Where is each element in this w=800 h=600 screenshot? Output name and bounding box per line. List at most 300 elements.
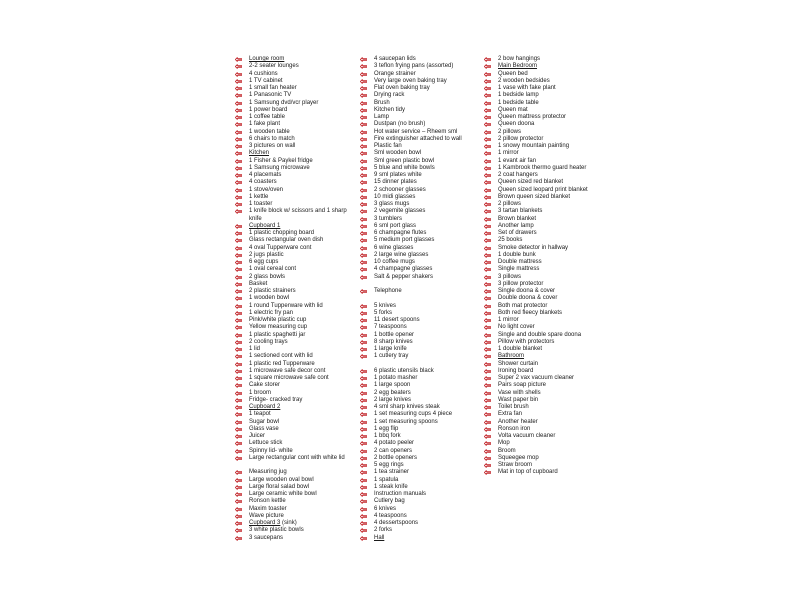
list-item: [360, 63, 482, 70]
list-item: [360, 404, 482, 411]
check-pointer-icon: [484, 144, 491, 149]
list-item-text: Sml wooden bowl: [374, 150, 422, 157]
check-pointer-icon: [360, 521, 367, 526]
list-item-text: Brown queen sized blanket: [498, 193, 571, 200]
check-pointer-icon: [360, 231, 367, 236]
list-item: [360, 397, 482, 404]
list-item-text: 1 kettle: [249, 193, 269, 200]
list-item: [484, 411, 608, 418]
list-item: [235, 324, 353, 331]
list-item: [484, 469, 608, 476]
check-pointer-icon: [484, 86, 491, 91]
check-pointer-icon: [484, 159, 491, 164]
list-item-text: Bathroom: [498, 353, 525, 360]
check-pointer-icon: [484, 282, 491, 287]
list-item: [484, 165, 608, 172]
check-pointer-icon: [484, 296, 491, 301]
list-item-text: Queen sized leopard print blanket: [498, 186, 588, 193]
list-item-text: 1 mirror: [498, 317, 519, 323]
list-item: [235, 455, 353, 470]
list-spacer: [360, 281, 482, 288]
list-item-text: Fridge- cracked tray: [249, 396, 303, 403]
list-item-text: 15 dinner plates: [374, 179, 417, 186]
list-item-text: 2 pillows: [498, 128, 522, 135]
check-pointer-icon: [484, 224, 491, 229]
list-item-text: Large ceramic white bowl: [249, 491, 317, 497]
list-item: [484, 419, 608, 426]
list-item: [235, 332, 353, 339]
list-item: [484, 92, 608, 99]
check-pointer-icon: [484, 180, 491, 185]
list-item-text: 1 oval cereal cont: [249, 266, 297, 273]
list-item: [484, 426, 608, 433]
list-item: [484, 179, 608, 186]
section-heading: [235, 404, 353, 411]
list-item-text: 6 knives: [374, 505, 397, 512]
check-pointer-icon: [484, 347, 491, 352]
list-item-text: Salt & pepper shakers: [374, 273, 434, 280]
check-pointer-icon: [360, 122, 367, 127]
list-item-text: Measuring jug: [249, 469, 287, 476]
list-item: [484, 121, 608, 128]
check-pointer-icon: [360, 318, 367, 323]
list-item-text: Basket: [249, 280, 268, 287]
list-item-text: 2 coat hangers: [498, 172, 538, 178]
list-item: [360, 136, 482, 143]
list-item-text: 4 cushions: [249, 70, 278, 77]
list-item: [235, 245, 353, 252]
list-item-text: 1 sectioned cont with lid: [249, 353, 313, 360]
check-pointer-icon: [235, 325, 242, 330]
list-item-text: 2 large wine glasses: [374, 251, 429, 258]
check-pointer-icon: [360, 456, 367, 461]
list-item: [360, 237, 482, 244]
list-item-text: Cupboard 1: [249, 222, 281, 229]
list-item: [360, 129, 482, 136]
check-pointer-icon: [235, 246, 242, 251]
list-item: [360, 216, 482, 223]
list-item-text: 25 books: [498, 237, 523, 244]
check-pointer-icon: [484, 72, 491, 77]
check-pointer-icon: [484, 304, 491, 309]
list-item-text: 2 forks: [374, 527, 393, 534]
list-item-text: 1 plastic red Tupperware: [249, 360, 315, 367]
list-item-text: 2 bottle openers: [374, 454, 418, 461]
list-item: [235, 513, 353, 520]
list-item-text: 1 knife block w/ scissors and 1 sharp knife: [249, 208, 347, 222]
check-pointer-icon: [360, 115, 367, 120]
list-item-text: 5 forks: [374, 309, 393, 316]
list-item-text: Vase with shells: [498, 389, 541, 396]
list-item-text: Single and double spare doona: [498, 331, 582, 338]
check-pointer-icon: [484, 340, 491, 345]
list-item: [235, 129, 353, 136]
check-pointer-icon: [484, 166, 491, 171]
list-item: [235, 339, 353, 346]
check-pointer-icon: [235, 427, 242, 432]
list-item-text: 2 cooling trays: [249, 338, 288, 345]
check-pointer-icon: [360, 325, 367, 330]
list-item-text: 6 plastic utensils black: [374, 367, 434, 374]
list-item: [484, 252, 608, 259]
list-item: [484, 230, 608, 237]
list-item-text: Both red fleecy blankets: [498, 309, 563, 316]
list-item: [360, 455, 482, 462]
list-item: [484, 237, 608, 244]
list-item: [360, 498, 482, 505]
list-item-text: 1 electric fry pan: [249, 309, 294, 316]
check-pointer-icon: [235, 521, 242, 526]
list-item-text: 2 vegemite glasses: [374, 208, 426, 215]
check-pointer-icon: [360, 224, 367, 229]
check-pointer-icon: [360, 260, 367, 265]
list-item: [235, 201, 353, 208]
list-item-text: 10 coffee mugs: [374, 259, 415, 265]
check-pointer-icon: [360, 536, 367, 541]
check-pointer-icon: [235, 289, 242, 294]
check-pointer-icon: [235, 72, 242, 77]
list-item-text: 1 large spoon: [374, 382, 411, 389]
inventory-column-1: [235, 56, 353, 542]
list-item: [235, 165, 353, 172]
list-item-text: Another heater: [498, 418, 538, 425]
list-item-text: Lettuce stick: [249, 440, 283, 447]
list-item: [235, 390, 353, 397]
check-pointer-icon: [484, 79, 491, 84]
check-pointer-icon: [484, 209, 491, 214]
list-item-text: 3 teflon frying pans (assorted): [374, 63, 454, 70]
list-item: [484, 78, 608, 85]
list-item-text: Broom: [498, 447, 516, 454]
list-item-text: 1 bottle opener: [374, 331, 415, 338]
section-heading: [235, 223, 353, 230]
list-item: [360, 187, 482, 194]
list-item-text: 1 microwave safe decor cont: [249, 367, 326, 374]
list-item-text: 1 plastic spaghetti jar: [249, 331, 306, 338]
list-item-text: Brush: [374, 99, 390, 106]
check-pointer-icon: [360, 238, 367, 243]
list-item: [484, 288, 608, 295]
check-pointer-icon: [235, 333, 242, 338]
list-item-text: Cupboard 2: [249, 404, 281, 410]
list-item: [235, 281, 353, 288]
list-item-text: 1 round Tupperware with lid: [249, 302, 323, 309]
check-pointer-icon: [484, 427, 491, 432]
check-pointer-icon: [360, 514, 367, 519]
list-item: [235, 92, 353, 99]
list-item-text: Main Bedroom: [498, 63, 538, 70]
list-item: [360, 390, 482, 397]
list-item-text: 3 glass mugs: [374, 201, 410, 207]
list-item-text: 4 oval Tupperware cont: [249, 244, 312, 251]
check-pointer-icon: [360, 64, 367, 69]
list-item-text: 2 pillows: [498, 201, 522, 207]
list-item-text: Smoke detector in hallway: [498, 244, 569, 251]
list-item: [360, 448, 482, 455]
list-item-text: 4 champagne glasses: [374, 266, 433, 273]
list-item: [484, 201, 608, 208]
list-item-text: 3 saucepans: [249, 534, 284, 541]
list-item-text: 1 set measuring cups 4 piece: [374, 411, 453, 418]
list-item-text: Very large oven baking tray: [374, 77, 447, 84]
list-item: [360, 179, 482, 186]
list-item: [360, 382, 482, 389]
list-item: [484, 223, 608, 230]
list-item-text: Orange strainer: [374, 70, 416, 77]
check-pointer-icon: [484, 260, 491, 265]
check-pointer-icon: [484, 217, 491, 222]
check-pointer-icon: [484, 195, 491, 200]
list-item: [360, 274, 482, 281]
list-item: [484, 295, 608, 302]
list-item: [360, 172, 482, 179]
list-item: [235, 411, 353, 418]
check-pointer-icon: [484, 441, 491, 446]
check-pointer-icon: [235, 362, 242, 367]
list-item-text: Set of drawers: [498, 230, 537, 236]
check-pointer-icon: [484, 325, 491, 330]
list-item: [360, 92, 482, 99]
list-item: [235, 230, 353, 237]
list-item: [235, 535, 353, 542]
list-item-text: Wave picture: [249, 512, 284, 519]
check-pointer-icon: [360, 72, 367, 77]
list-item-text: 1 Samsung microwave: [249, 164, 310, 171]
list-item: [235, 426, 353, 433]
list-item: [235, 346, 353, 353]
check-pointer-icon: [484, 333, 491, 338]
list-item: [360, 288, 482, 295]
list-item: [235, 172, 353, 179]
check-pointer-icon: [484, 115, 491, 120]
list-item-text: Drying rack: [374, 92, 405, 99]
list-item-text: 1 cutlery tray: [374, 353, 409, 360]
check-pointer-icon: [235, 304, 242, 309]
check-pointer-icon: [484, 449, 491, 454]
list-item-text: Ronson kettle: [249, 498, 286, 505]
list-item-text: 4 dessertspoons: [374, 520, 419, 526]
list-item: [360, 100, 482, 107]
list-item: [235, 484, 353, 491]
list-item: [235, 440, 353, 447]
list-item: [235, 491, 353, 498]
list-item: [235, 448, 353, 455]
list-item: [235, 397, 353, 404]
list-item-text: 9 sml plates white: [374, 172, 422, 178]
list-item: [484, 194, 608, 201]
list-item-text: 4 potato peeler: [374, 440, 415, 447]
list-item: [235, 361, 353, 368]
list-item-text: 3 tartan blankets: [498, 208, 543, 215]
check-pointer-icon: [235, 224, 242, 229]
check-pointer-icon: [360, 267, 367, 272]
list-item: [360, 121, 482, 128]
check-pointer-icon: [235, 159, 242, 164]
check-pointer-icon: [484, 137, 491, 142]
list-item: [484, 375, 608, 382]
list-item-text: Cupboard 3 (sink): [249, 520, 297, 526]
list-item: [235, 469, 353, 476]
check-pointer-icon: [360, 405, 367, 410]
list-item-text: 1 mirror: [498, 150, 519, 157]
check-pointer-icon: [360, 86, 367, 91]
list-item: [484, 71, 608, 78]
list-item-text: 4 placemats: [249, 172, 282, 178]
list-item: [484, 324, 608, 331]
list-item: [360, 201, 482, 208]
list-item-text: Large wooden oval bowl: [249, 476, 314, 483]
list-item-text: Dustpan (no brush): [374, 121, 426, 128]
check-pointer-icon: [235, 449, 242, 454]
list-item-text: 8 sharp knives: [374, 338, 413, 345]
check-pointer-icon: [235, 180, 242, 185]
check-pointer-icon: [235, 108, 242, 113]
check-pointer-icon: [235, 311, 242, 316]
list-item: [235, 114, 353, 121]
check-pointer-icon: [484, 231, 491, 236]
list-item: [235, 375, 353, 382]
list-item-text: 1 set measuring spoons: [374, 418, 438, 425]
check-pointer-icon: [360, 463, 367, 468]
check-pointer-icon: [484, 130, 491, 135]
check-pointer-icon: [235, 507, 242, 512]
list-item-text: Queen bed: [498, 70, 528, 77]
list-item: [484, 390, 608, 397]
list-item-text: 1 TV cabinet: [249, 77, 283, 84]
check-pointer-icon: [360, 391, 367, 396]
list-item: [235, 266, 353, 273]
inventory-column-3: [484, 56, 608, 477]
list-item: [235, 498, 353, 505]
check-pointer-icon: [360, 470, 367, 475]
check-pointer-icon: [235, 151, 242, 156]
list-item: [360, 513, 482, 520]
list-item-text: 4 sml sharp knives steak: [374, 404, 440, 410]
section-heading: [360, 535, 482, 542]
check-pointer-icon: [360, 354, 367, 359]
check-pointer-icon: [235, 412, 242, 417]
list-item-text: 1 bbq fork: [374, 433, 401, 439]
list-item: [360, 158, 482, 165]
check-pointer-icon: [484, 151, 491, 156]
list-item-text: Lamp: [374, 114, 390, 120]
section-heading: [235, 56, 353, 63]
list-item: [360, 245, 482, 252]
list-item: [484, 368, 608, 375]
check-pointer-icon: [484, 57, 491, 62]
list-item-text: 1 Kambrook thermo guard heater: [498, 164, 587, 171]
list-item-text: 1 square microwave safe cont: [249, 375, 329, 381]
check-pointer-icon: [360, 311, 367, 316]
check-pointer-icon: [484, 405, 491, 410]
list-item-text: Queen mat: [498, 106, 528, 113]
list-item-text: Straw broom: [498, 462, 533, 468]
check-pointer-icon: [360, 412, 367, 417]
list-item-text: 6 sml port glass: [374, 222, 417, 229]
check-pointer-icon: [360, 108, 367, 113]
section-heading: [484, 63, 608, 70]
list-item-text: 2 egg beaters: [374, 389, 411, 396]
list-item: [235, 187, 353, 194]
list-item: [235, 121, 353, 128]
list-item: [484, 440, 608, 447]
list-item-text: 1 large knife: [374, 346, 407, 352]
list-item-text: 2 can openers: [374, 447, 413, 454]
list-item: [360, 324, 482, 331]
list-item-text: Volta vacuum cleaner: [498, 433, 556, 439]
check-pointer-icon: [235, 253, 242, 258]
list-item: [484, 85, 608, 92]
list-item: [484, 317, 608, 324]
list-item-text: 5 blue and white bowls: [374, 164, 435, 171]
list-item-text: 1 toaster: [249, 201, 273, 207]
list-item: [235, 107, 353, 114]
check-pointer-icon: [235, 499, 242, 504]
list-item-text: 1 wooden bowl: [249, 295, 290, 302]
list-item-text: Single mattress: [498, 266, 540, 273]
list-item: [484, 259, 608, 266]
list-item-text: Telephone: [374, 288, 402, 294]
list-item: [360, 230, 482, 237]
check-pointer-icon: [484, 354, 491, 359]
list-item-text: Single doona & cover: [498, 288, 556, 294]
list-item-text: Cake storer: [249, 382, 281, 389]
list-item: [360, 150, 482, 157]
list-item: [235, 208, 353, 223]
list-item-text: Kitchen: [249, 150, 270, 157]
check-pointer-icon: [235, 267, 242, 272]
check-pointer-icon: [360, 383, 367, 388]
check-pointer-icon: [360, 340, 367, 345]
list-item-text: 2 jugs plastic: [249, 251, 284, 258]
list-item: [235, 143, 353, 150]
check-pointer-icon: [235, 354, 242, 359]
list-item: [235, 259, 353, 266]
check-pointer-icon: [360, 398, 367, 403]
list-item-text: 5 medium port glasses: [374, 237, 435, 244]
list-item: [235, 194, 353, 201]
check-pointer-icon: [360, 246, 367, 251]
check-pointer-icon: [235, 130, 242, 135]
list-item: [484, 455, 608, 462]
list-item-text: 1 snowy mountain painting: [498, 143, 570, 149]
check-pointer-icon: [235, 296, 242, 301]
list-item-text: Extra fan: [498, 411, 523, 418]
list-item-text: Pairs soap picture: [498, 382, 547, 389]
check-pointer-icon: [360, 420, 367, 425]
check-pointer-icon: [484, 101, 491, 106]
check-pointer-icon: [235, 260, 242, 265]
check-pointer-icon: [360, 166, 367, 171]
list-item: [235, 288, 353, 295]
list-item: [360, 353, 482, 360]
list-item-text: 2 large knives: [374, 396, 412, 403]
list-item-text: 6 egg cups: [249, 259, 279, 265]
check-pointer-icon: [235, 441, 242, 446]
list-item-text: Yellow measuring cup: [249, 324, 308, 331]
check-pointer-icon: [235, 528, 242, 533]
check-pointer-icon: [360, 333, 367, 338]
list-item-text: 3 tumblers: [374, 215, 403, 222]
check-pointer-icon: [484, 456, 491, 461]
list-item-text: 5 egg rings: [374, 462, 404, 468]
list-item: [235, 100, 353, 107]
check-pointer-icon: [484, 289, 491, 294]
list-item-text: Lounge room: [249, 56, 285, 62]
list-item: [360, 259, 482, 266]
list-item: [484, 303, 608, 310]
list-item: [484, 361, 608, 368]
